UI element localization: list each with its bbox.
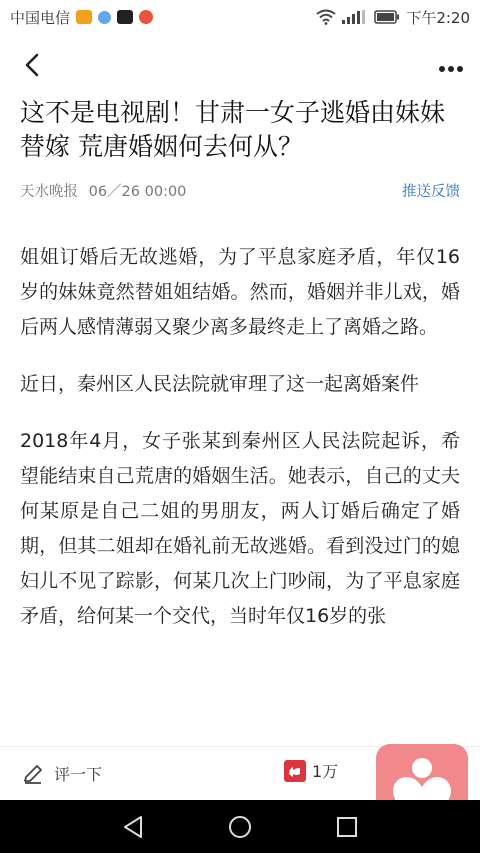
article-body (20, 240, 460, 746)
more-dots-icon (438, 65, 464, 73)
battery-icon (374, 10, 400, 24)
back-arrow-icon (24, 53, 40, 77)
like-count: 1万 (312, 762, 339, 781)
system-navigation-bar (0, 800, 480, 853)
weibo-icon (139, 10, 153, 24)
comment-button[interactable] (22, 762, 102, 785)
nav-recents-button[interactable] (336, 816, 358, 838)
article-nav-bar (0, 34, 480, 96)
back-button[interactable] (16, 49, 48, 81)
article-paragraph: 姐姐订婚后无故逃婚，为了平息家庭矛盾，年仅16岁的妹妹竟然替姐姐结婚。然而，婚姻并非儿戏，婚后两人感情薄弱又聚少离多最终走上了离婚之路。 (20, 246, 460, 338)
wifi-icon (316, 9, 336, 25)
app-notification-icon (98, 11, 111, 24)
nav-back-button[interactable] (122, 815, 144, 839)
circle-home-icon (228, 815, 252, 839)
status-left (10, 7, 153, 28)
square-recents-icon (336, 816, 358, 838)
triangle-back-icon (122, 815, 144, 839)
article-paragraph: 2018年4月，女子张某到秦州区人民法院起诉，希望能结束自己荒唐的婚姻生活。她表示，自己的丈夫何某原是自己二姐的男朋友，两人订婚后确定了婚期，但其二姐却在婚礼前无故逃婚。看到没过门的媳妇儿不见了踪影，何某几次上门吵闹，为了平息家庭矛盾，给何某一个交代，当时年仅16岁的张 (20, 430, 460, 627)
tiktok-icon (117, 10, 133, 24)
article-source: 天水晚报 (20, 183, 78, 200)
status-time: 下午2:20 (406, 8, 470, 27)
article-date: 06／26 00:00 (88, 183, 187, 200)
signal-icon (342, 10, 368, 24)
notification-icon (76, 10, 92, 24)
pencil-icon (22, 763, 44, 785)
like-icon (284, 760, 306, 782)
carrier-label: 中国电信 (10, 8, 71, 27)
comment-label: 评一下 (54, 765, 103, 784)
article-paragraph: 近日，秦州区人民法院就审理了这一起离婚案件 (20, 373, 420, 395)
nav-home-button[interactable] (228, 815, 252, 839)
status-right (316, 7, 470, 28)
like-button[interactable] (284, 759, 338, 782)
push-feedback-link[interactable]: 推送反馈 (402, 183, 460, 200)
more-button[interactable] (438, 52, 464, 78)
status-bar (0, 0, 480, 34)
article-source-date (20, 180, 186, 201)
article-title: 这不是电视剧！甘肃一女子逃婚由妹妹替嫁 荒唐婚姻何去何从？ (20, 98, 446, 161)
article-meta (20, 178, 460, 202)
